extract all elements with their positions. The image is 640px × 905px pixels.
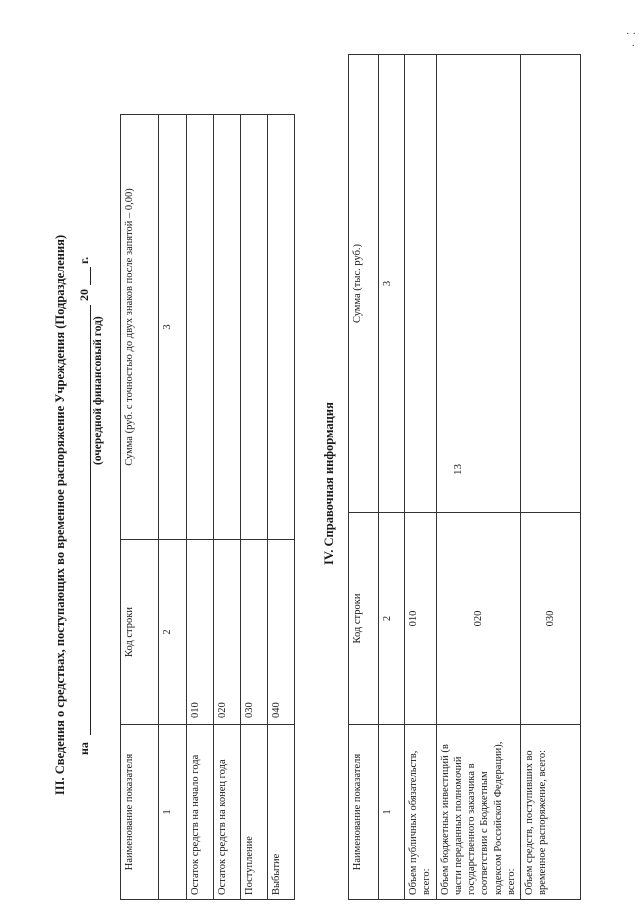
colnum-2: 2 xyxy=(159,540,187,725)
year-prefix: 20 xyxy=(77,289,91,301)
header-code: Код строки xyxy=(121,540,159,725)
row-sum xyxy=(520,55,580,513)
table-colnum-row xyxy=(159,115,187,900)
colnum-3: 3 xyxy=(159,115,187,540)
row-name: Поступление xyxy=(241,725,268,900)
section3-subtitle: (очередной финансовый год) xyxy=(92,316,104,465)
row-name: Остаток средств на конец года xyxy=(214,725,241,900)
row-sum xyxy=(268,115,295,540)
section3-title: III. Сведения о средствах, поступающих во временное распоряжение Учреждения (Подразделения) xyxy=(53,234,67,796)
page-number: 13 xyxy=(452,464,464,475)
table-row xyxy=(520,55,580,900)
colnum-2: 2 xyxy=(379,513,405,725)
row-name: Выбытие xyxy=(268,725,295,900)
row-name: Остаток средств на начало года xyxy=(187,725,214,900)
section3-table xyxy=(120,114,295,900)
table-row xyxy=(214,115,241,900)
header-name: Наименование показателя xyxy=(349,725,379,900)
row-sum xyxy=(187,115,214,540)
table-row xyxy=(187,115,214,900)
section4-table xyxy=(348,54,581,900)
table-row xyxy=(241,115,268,900)
row-name: Объем бюджетных инвестиций (в части переданных полномочий государственного заказчика в соответствии с Бюджетным кодексом Российской Федерации), всего: xyxy=(437,725,521,900)
row-sum xyxy=(405,55,437,513)
scan-marks: · · · xyxy=(625,28,636,52)
table-row xyxy=(437,55,521,900)
year-blank-line xyxy=(90,267,91,285)
header-name: Наименование показателя xyxy=(121,725,159,900)
row-code: 030 xyxy=(520,513,580,725)
row-code: 010 xyxy=(405,513,437,725)
header-code: Код строки xyxy=(349,513,379,725)
year-suffix: г. xyxy=(77,256,91,264)
row-code: 030 xyxy=(241,540,268,725)
table-row xyxy=(405,55,437,900)
row-code: 040 xyxy=(268,540,295,725)
row-sum xyxy=(437,55,521,513)
table-colnum-row xyxy=(379,55,405,900)
row-code: 020 xyxy=(437,513,521,725)
header-sum: Сумма (руб. с точностью до двух знаков после запятой – 0,00) xyxy=(121,115,159,540)
table-header-row xyxy=(349,55,379,900)
table-row xyxy=(268,115,295,900)
row-sum xyxy=(241,115,268,540)
na-blank-line xyxy=(90,305,91,735)
colnum-1: 1 xyxy=(379,725,405,900)
header-sum: Сумма (тыс. руб.) xyxy=(349,55,379,513)
colnum-3: 3 xyxy=(379,55,405,513)
row-sum xyxy=(214,115,241,540)
row-code: 010 xyxy=(187,540,214,725)
table-header-row xyxy=(121,115,159,900)
colnum-1: 1 xyxy=(159,725,187,900)
section4-title: IV. Справочная информация xyxy=(322,402,336,565)
row-code: 020 xyxy=(214,540,241,725)
row-name: Объем средств, поступивших во временное распоряжение, всего: xyxy=(520,725,580,900)
row-name: Объем публичных обязательств, всего: xyxy=(405,725,437,900)
na-label: на xyxy=(77,742,91,755)
